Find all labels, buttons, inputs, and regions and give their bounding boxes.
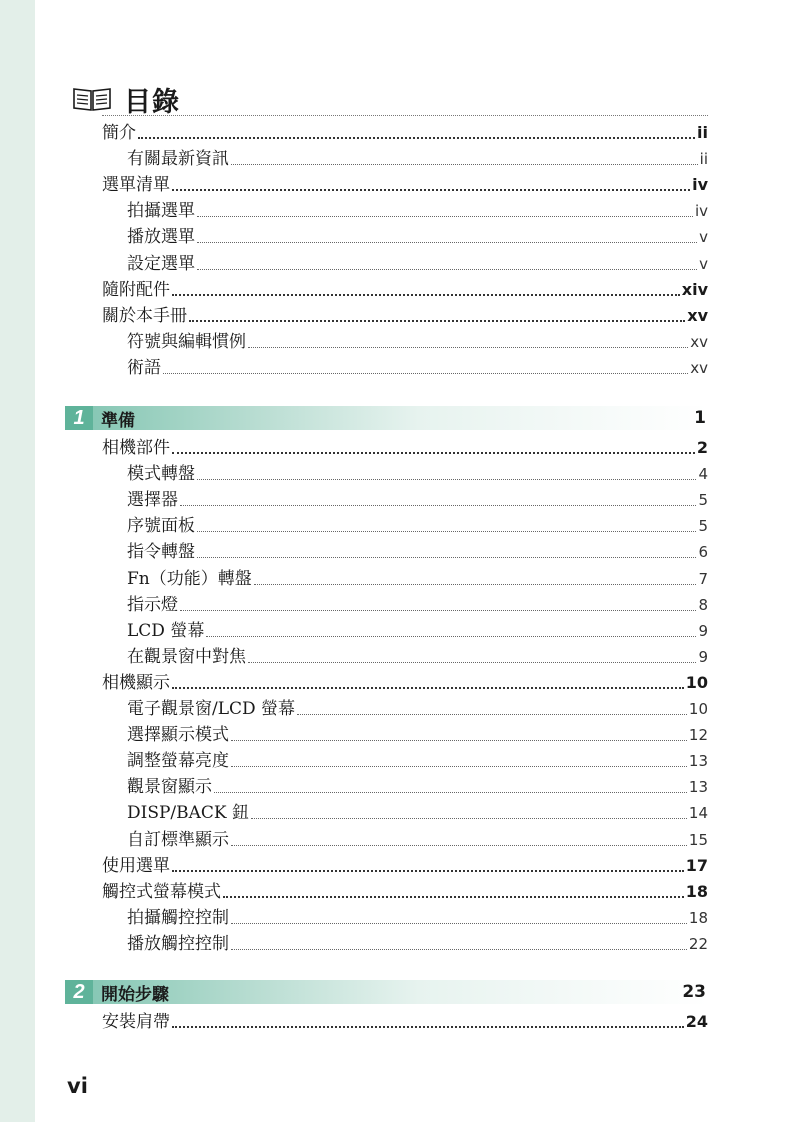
page-title: 目錄 (124, 86, 180, 118)
toc-entry-label: 安裝肩帶 (102, 1012, 170, 1032)
toc-entry-label: 調整螢幕亮度 (127, 751, 229, 772)
toc-entry-page: ii (697, 123, 708, 142)
toc-entry-label: 在觀景窗中對焦 (127, 646, 246, 667)
toc-entry[interactable] (102, 301, 708, 327)
dot-leader (197, 216, 693, 217)
toc-entry-page: 8 (698, 595, 708, 614)
toc-entry-page: v (699, 228, 708, 247)
toc-subentry[interactable] (127, 144, 708, 170)
dot-leader (172, 870, 684, 872)
toc-subentry[interactable] (127, 746, 708, 772)
toc-entry-label: 關於本手冊 (102, 305, 187, 326)
page-number: vi (67, 1074, 88, 1098)
chapter-title: 開始步驟 (101, 984, 169, 1005)
dot-leader (197, 557, 696, 558)
toc-entry-page: 12 (688, 726, 708, 745)
toc-subentry[interactable] (127, 590, 708, 616)
toc-entry-label: 電子觀景窗/LCD 螢幕 (127, 699, 296, 719)
toc-entry-page: 18 (685, 881, 708, 901)
dot-leader (248, 662, 696, 663)
toc-entry-label: 指示燈 (127, 594, 178, 615)
toc-entry-page: 4 (698, 465, 708, 484)
chapter-number-badge: 1 (65, 406, 93, 430)
chapter-header[interactable] (65, 406, 708, 430)
dot-leader (197, 269, 697, 270)
toc-entry-page: 13 (688, 778, 708, 797)
dot-leader (214, 792, 687, 793)
toc-subentry[interactable] (127, 485, 708, 511)
toc-entry-page: xv (690, 332, 708, 351)
toc-entry-label: Fn（功能）轉盤 (127, 568, 252, 589)
dot-leader (172, 294, 680, 296)
toc-entry[interactable] (102, 275, 708, 301)
toc-subentry[interactable] (127, 511, 708, 537)
toc-entry-label: 使用選單 (102, 855, 170, 876)
toc-entry-label: 選單清單 (102, 175, 170, 196)
toc-entry-label: 觀景窗顯示 (127, 777, 212, 798)
dot-leader (231, 845, 687, 846)
toc-entry-label: 模式轉盤 (127, 464, 195, 485)
dot-leader (251, 818, 687, 819)
toc-entry-label: 選擇顯示模式 (127, 725, 229, 746)
toc-entry-page: xiv (681, 279, 708, 299)
toc-entry-label: 拍攝觸控控制 (127, 907, 229, 928)
toc-entry-page: 2 (696, 438, 708, 457)
toc-entry-label: 播放選單 (127, 227, 195, 248)
toc-subentry[interactable] (127, 249, 708, 275)
title-divider (102, 115, 708, 116)
toc-subentry[interactable] (127, 537, 708, 563)
toc-entry-page: iv (692, 175, 708, 195)
toc-subentry[interactable] (127, 642, 708, 668)
dot-leader (189, 320, 685, 322)
toc-subentry[interactable] (127, 353, 708, 379)
toc-entry-page: 10 (685, 672, 708, 692)
toc-entry-page: 22 (688, 934, 708, 953)
toc-entry-label: 序號面板 (127, 516, 195, 537)
toc-subentry[interactable] (127, 196, 708, 222)
toc-entry[interactable] (102, 668, 708, 694)
side-strip (0, 0, 35, 1122)
dot-leader (197, 479, 696, 480)
toc-entry-page: 10 (688, 700, 708, 718)
open-book-icon (72, 86, 112, 112)
chapter-number-badge: 2 (65, 980, 93, 1004)
toc-entry-page: 24 (685, 1012, 708, 1031)
dot-leader (223, 896, 684, 898)
toc-entry-label: DISP/BACK 鈕 (127, 803, 250, 824)
toc-entry[interactable] (102, 877, 708, 903)
dot-leader (180, 505, 696, 506)
dot-leader (163, 373, 688, 374)
toc-entry-page: 5 (698, 517, 708, 536)
toc-entry-page: v (699, 254, 708, 273)
dot-leader (231, 164, 698, 165)
dot-leader (231, 766, 687, 767)
toc-entry-page: 18 (688, 908, 708, 927)
toc-entry-page: 5 (698, 491, 708, 510)
dot-leader (172, 452, 695, 454)
toc-subentry[interactable] (127, 720, 708, 746)
toc-entry-label: 有關最新資訊 (127, 149, 229, 170)
toc-subentry[interactable] (127, 929, 708, 955)
toc-subentry[interactable] (127, 222, 708, 248)
toc-entry[interactable] (102, 170, 708, 196)
dot-leader (297, 714, 687, 715)
toc-entry-label: 符號與編輯慣例 (127, 331, 246, 352)
toc-entry-page: 9 (698, 621, 708, 640)
toc-entry-label: 相機部件 (102, 438, 170, 458)
toc-entry-label: 自訂標準顯示 (127, 829, 229, 850)
chapter-page: 1 (694, 408, 706, 428)
toc-entry-label: 設定選單 (127, 253, 195, 274)
dot-leader (197, 531, 696, 532)
toc-entry-page: xv (687, 305, 708, 325)
chapter-title: 準備 (101, 410, 135, 431)
toc-subentry[interactable] (127, 903, 708, 929)
toc-entry-page: xv (690, 358, 708, 377)
dot-leader (254, 584, 697, 585)
toc-entry[interactable] (102, 118, 708, 144)
toc-entry-page: 9 (698, 647, 708, 666)
toc-entry[interactable] (102, 1007, 708, 1033)
toc-subentry[interactable] (127, 564, 708, 590)
toc-subentry[interactable] (127, 327, 708, 353)
toc-entry-page: 6 (698, 543, 708, 562)
dot-leader (180, 610, 696, 611)
toc-entry-label: 選擇器 (127, 490, 178, 511)
toc-entry-page: 13 (688, 752, 708, 771)
dot-leader (248, 347, 688, 348)
toc-subentry[interactable] (127, 825, 708, 851)
toc-entry-label: 指令轉盤 (127, 542, 195, 563)
toc-entry-page: 15 (688, 830, 708, 849)
toc-entry-label: 拍攝選單 (127, 201, 195, 222)
toc-entry-page: ii (699, 150, 708, 169)
toc-entry-label: 播放觸控控制 (127, 933, 229, 954)
toc-entry[interactable] (102, 851, 708, 877)
dot-leader (172, 1026, 684, 1028)
dot-leader (172, 687, 684, 689)
dot-leader (231, 949, 687, 950)
dot-leader (231, 740, 687, 741)
toc-entry-label: LCD 螢幕 (127, 620, 205, 641)
toc-entry-page: 7 (698, 569, 708, 588)
toc-heading (72, 82, 180, 116)
chapter-header[interactable] (65, 980, 708, 1004)
dot-leader (197, 242, 697, 243)
toc-entry-label: 觸控式螢幕模式 (102, 881, 221, 902)
dot-leader (138, 137, 695, 139)
toc-entry-label: 簡介 (102, 123, 136, 143)
chapter-page: 23 (682, 982, 706, 1002)
toc-subentry[interactable] (127, 798, 708, 824)
toc-subentry[interactable] (127, 772, 708, 798)
toc-subentry[interactable] (127, 616, 708, 642)
toc-entry-page: 17 (685, 855, 708, 875)
dot-leader (206, 636, 696, 637)
dot-leader (172, 189, 690, 191)
toc-entry-label: 隨附配件 (102, 279, 170, 300)
toc-entry-label: 術語 (127, 357, 161, 378)
dot-leader (231, 923, 687, 924)
toc-entry-page: iv (694, 202, 708, 221)
toc-entry[interactable] (102, 433, 708, 459)
toc-entry-page: 14 (688, 804, 708, 823)
toc-subentry[interactable] (127, 459, 708, 485)
toc-entry-label: 相機顯示 (102, 672, 170, 693)
toc-subentry[interactable] (127, 694, 708, 720)
